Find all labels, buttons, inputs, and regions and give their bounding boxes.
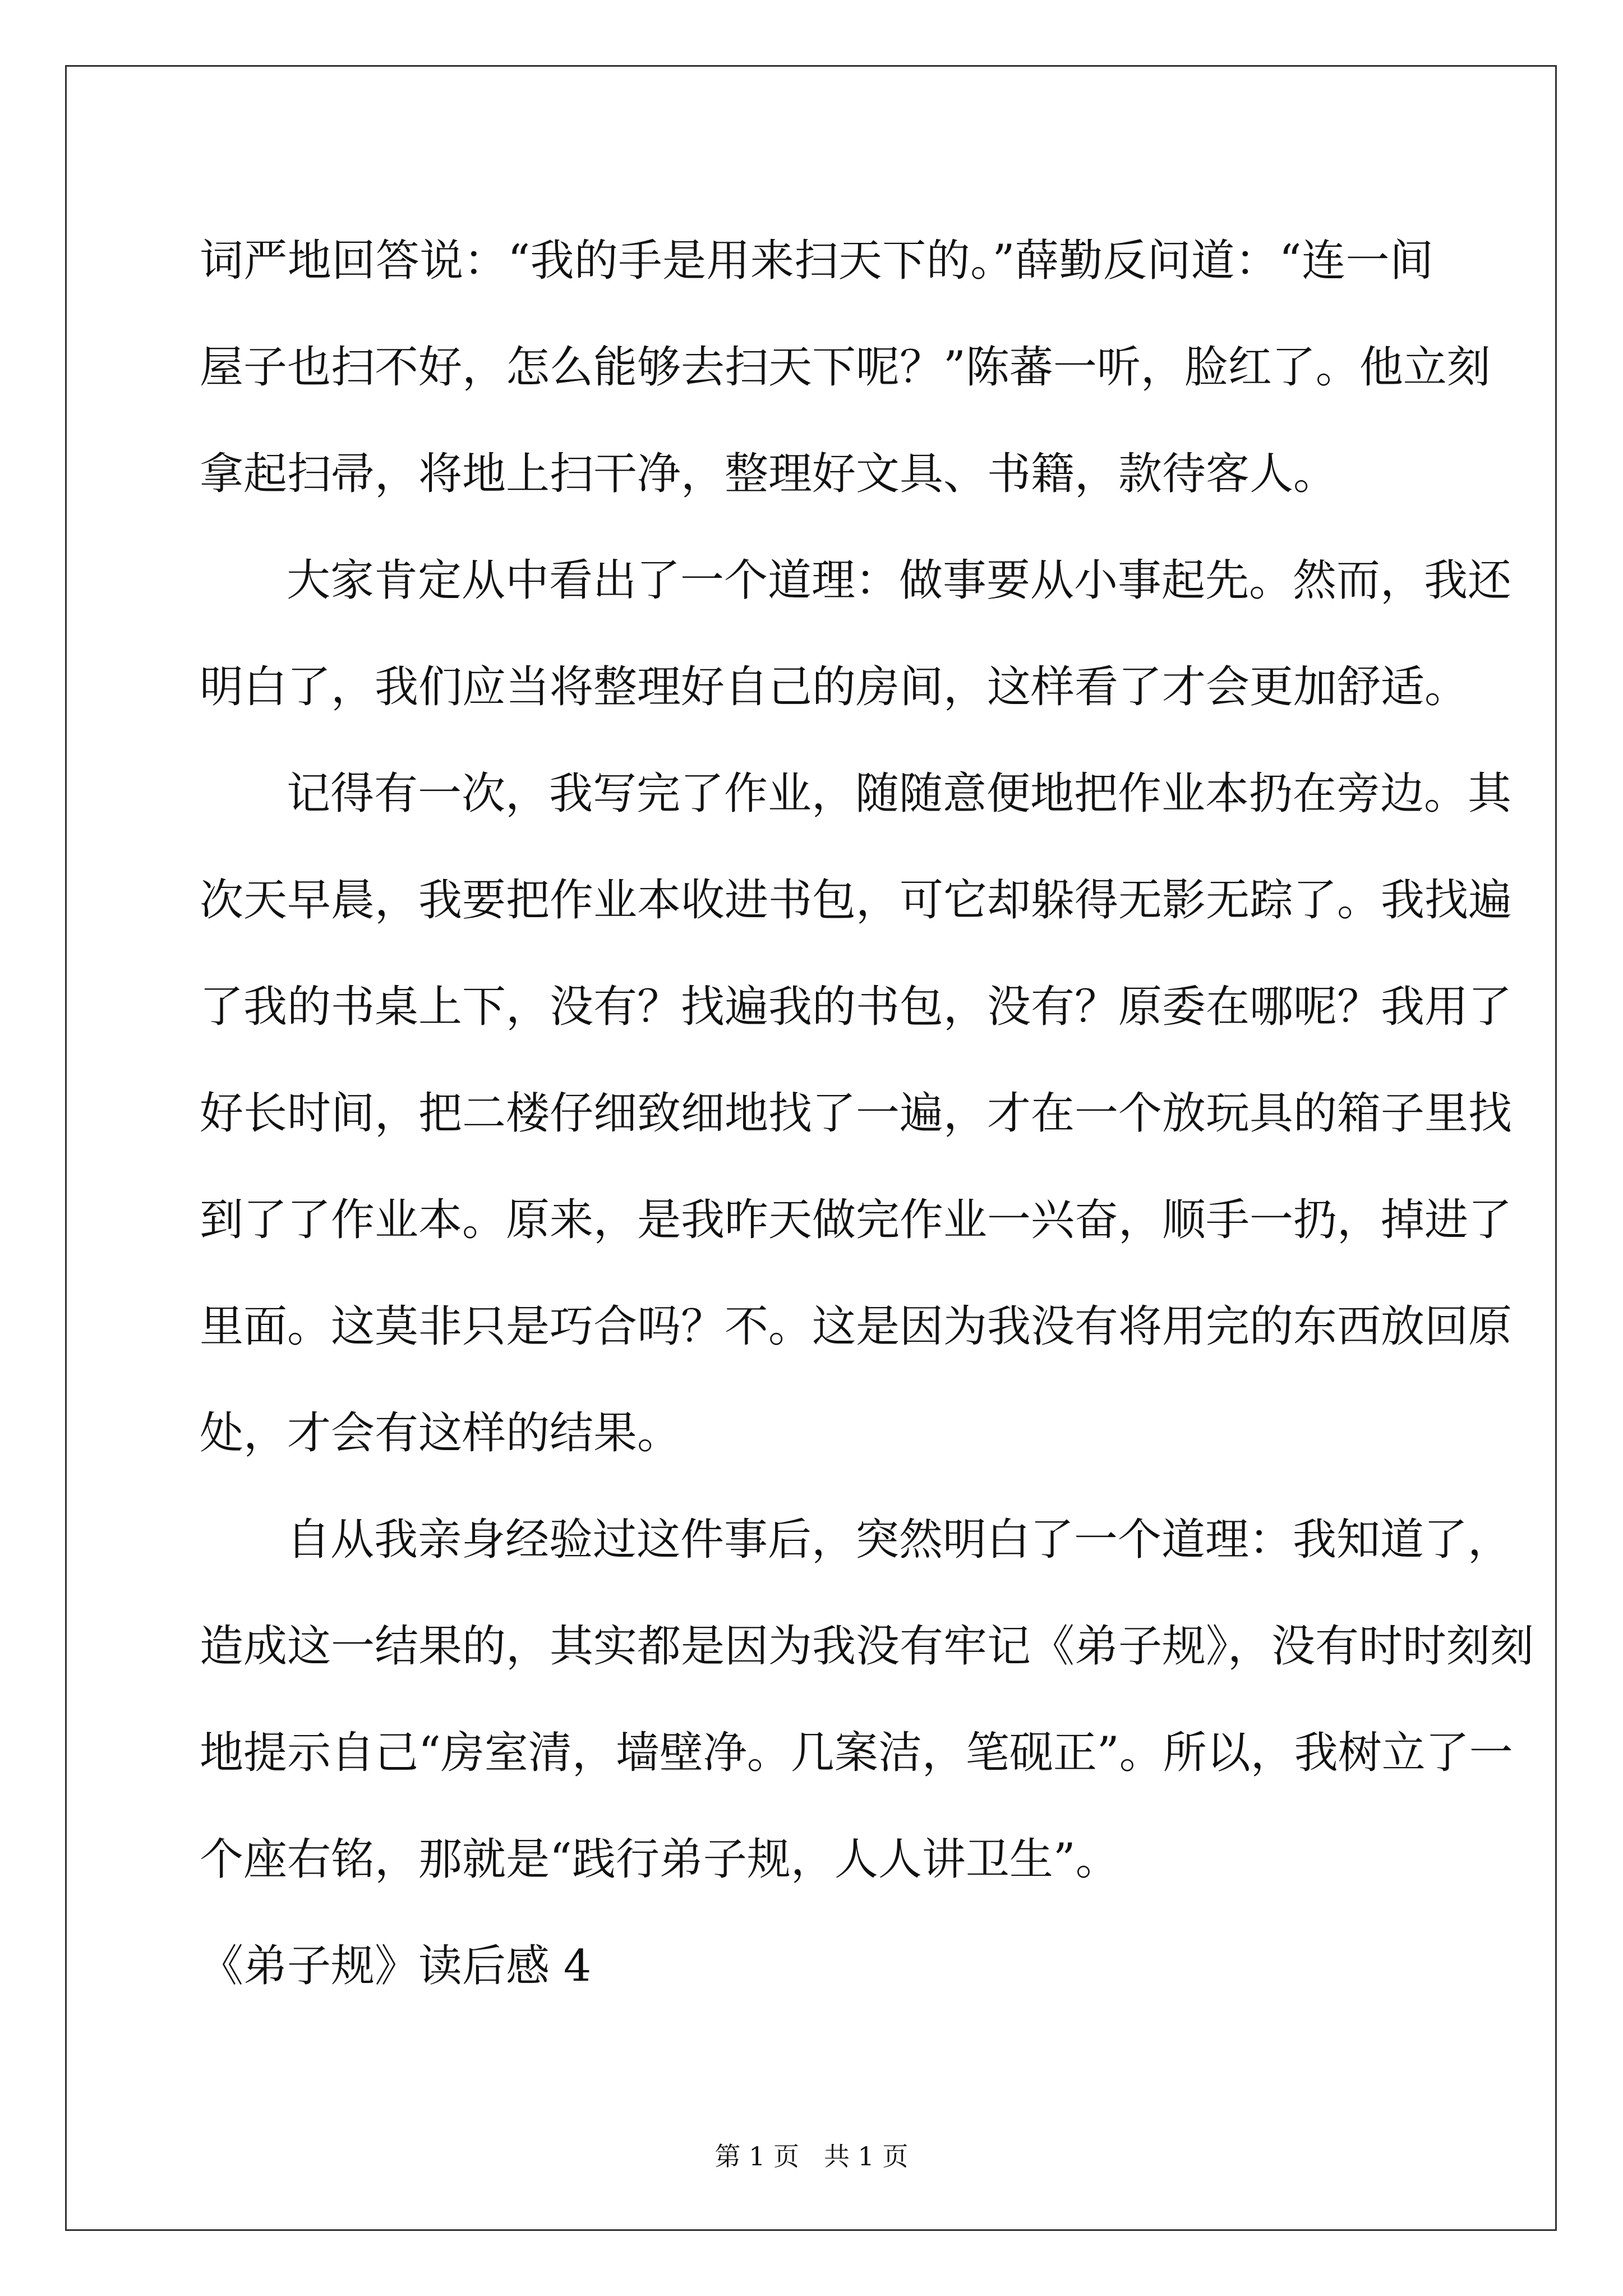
- paragraph-line: 次天早晨，我要把作业本收进书包，可它却躲得无影无踪了。我找遍: [200, 875, 1513, 926]
- paragraph-line: 屋子也扫不好，怎么能够去扫天下呢？”陈蕃一听，脸红了。他立刻: [200, 342, 1491, 393]
- page-total: 共 1 页: [823, 2141, 909, 2171]
- paragraph-line: 记得有一次，我写完了作业，随随意便地把作业本扔在旁边。其: [287, 769, 1512, 819]
- paragraph-line: 处，才会有这样的结果。: [200, 1408, 681, 1458]
- paragraph-line: 了我的书桌上下，没有？找遍我的书包，没有？原委在哪呢？我用了: [200, 982, 1513, 1032]
- paragraph-line: 地提示自己“房室清，墙壁净。几案洁，笔砚正”。所以，我树立了一: [200, 1728, 1513, 1778]
- paragraph-line: 明白了，我们应当将整理好自己的房间，这样看了才会更加舒适。: [200, 662, 1469, 712]
- document-body: [200, 208, 1534, 2019]
- paragraph-line: 大家肯定从中看出了一个道理：做事要从小事起先。然而，我还: [287, 555, 1512, 606]
- paragraph-line: 词严地回答说：“我的手是用来扫天下的。”薛勤反问道：“连一间: [200, 236, 1433, 286]
- paragraph-line: 里面。这莫非只是巧合吗？不。这是因为我没有将用完的东西放回原: [200, 1301, 1513, 1352]
- paragraph-line: 造成这一结果的，其实都是因为我没有牢记《弟子规》，没有时时刻刻: [200, 1621, 1534, 1672]
- paragraph-line: 个座右铭，那就是“践行弟子规，人人讲卫生”。: [200, 1834, 1119, 1885]
- paragraph-line: 到了了作业本。原来，是我昨天做完作业一兴奋，顺手一扔，掉进了: [200, 1195, 1513, 1245]
- section-heading: 《弟子规》读后感 4: [200, 1941, 592, 1991]
- page-footer: [0, 2136, 1623, 2173]
- paragraph-line: 拿起扫帚，将地上扫干净，整理好文具、书籍，款待客人。: [200, 449, 1338, 499]
- paragraph-line: 好长时间，把二楼仔细致细地找了一遍，才在一个放玩具的箱子里找: [200, 1088, 1513, 1139]
- page-number: 第 1 页: [714, 2141, 800, 2171]
- paragraph-line: 自从我亲身经验过这件事后，突然明白了一个道理：我知道了，: [287, 1515, 1512, 1565]
